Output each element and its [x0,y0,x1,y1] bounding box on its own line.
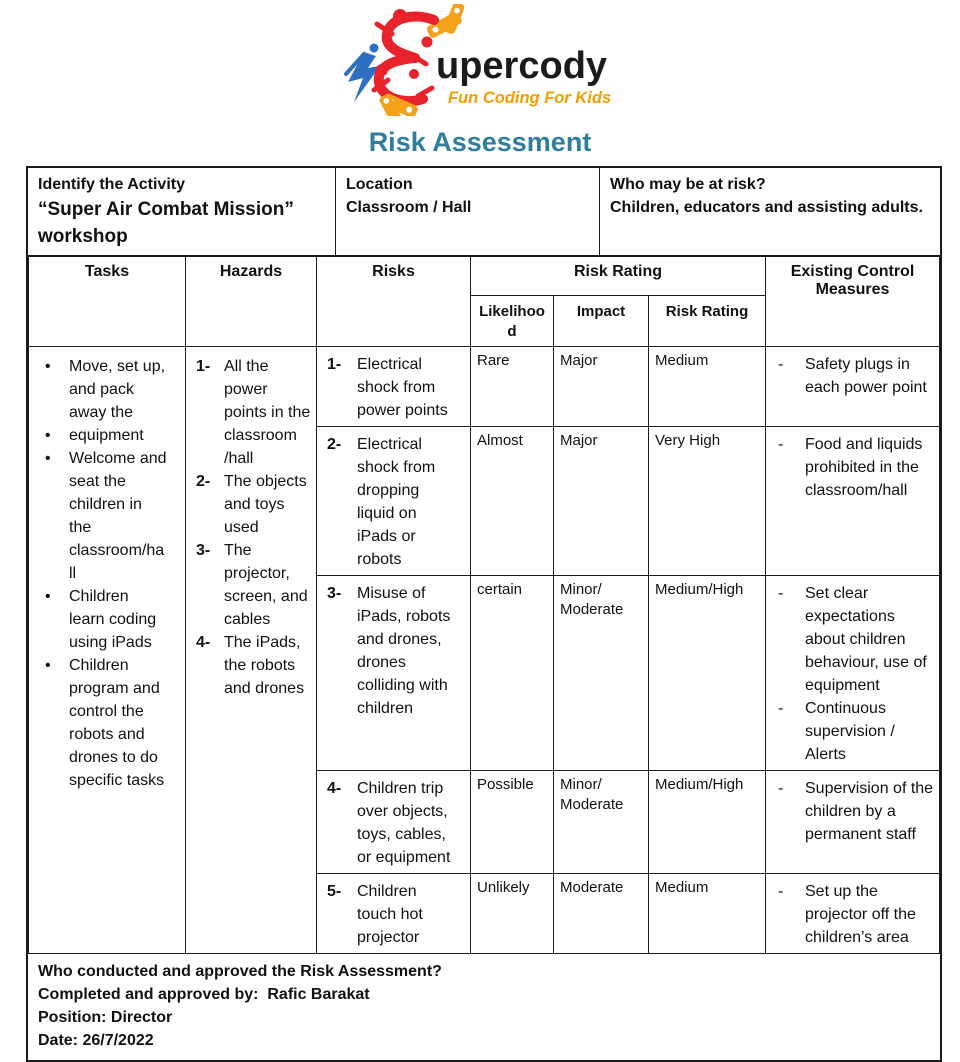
cell-controls-2: - Food and liquids prohibited in the classroom/hall [766,427,940,576]
header-risk-rating-group: Risk Rating [471,257,766,296]
header-likelihood: Likelihood [471,296,554,347]
header-hazards: Hazards [186,257,317,347]
risk-assessment-table [26,166,942,1062]
task-item: • equipment [33,424,181,447]
cell-at-risk [600,168,940,255]
cell-rating-5: Medium [649,874,766,954]
logo-brand-text: upercody [436,45,608,87]
task-item: • Move, set up, and pack away the [33,355,181,424]
cell-rating-4: Medium/High [649,771,766,874]
task-item: • Welcome and seat the children in the classroom/hall [33,447,181,585]
at-risk-value: Children, educators and assisting adults. [610,199,923,216]
supercody-logo-graphic [330,4,630,116]
cell-controls-4: - Supervision of the children by a permanent staff [766,771,940,874]
cell-risk-5: 5- Children touch hot projector [317,874,471,954]
cell-tasks-list [29,347,186,954]
cell-hazards-list [186,347,317,954]
cell-controls-5: - Set up the projector off the children’s area [766,874,940,954]
cell-likelihood-1: Rare [471,347,554,427]
cell-rating-3: Medium/High [649,576,766,771]
header-risk-rating: Risk Rating [649,296,766,347]
cell-impact-3: Minor/ Moderate [554,576,649,771]
hazard-item: 1- All the power points in the classroom /hall [196,358,311,467]
cell-rating-1: Medium [649,347,766,427]
hazard-item: 4- The iPads, the robots and drones [196,634,305,697]
cell-impact-4: Minor/ Moderate [554,771,649,874]
cell-likelihood-2: Almost [471,427,554,576]
cell-controls-3: - Set clear expectations about children behaviour, use of equipment - Continuous supervision / Alerts [766,576,940,771]
cell-impact-5: Moderate [554,874,649,954]
hazard-item: 2- The objects and toys used [196,473,307,536]
header-controls: Existing Control Measures [766,257,940,347]
cell-risk-1: 1- Electrical shock from power points [317,347,471,427]
hazard-item: 3- The projector, screen, and cables [196,542,308,628]
task-item: • Children program and control the robots and drones to do specific tasks [33,654,181,792]
location-label: Location [346,176,413,193]
supercody-logo [0,0,960,116]
header-tasks: Tasks [29,257,186,347]
footer-position: Position: Director [38,1009,173,1026]
cell-rating-2: Very High [649,427,766,576]
cell-impact-1: Major [554,347,649,427]
approval-footer [28,954,940,1060]
cell-impact-2: Major [554,427,649,576]
task-item: • Children learn coding using iPads [33,585,181,654]
cell-likelihood-5: Unlikely [471,874,554,954]
cell-risk-2: 2- Electrical shock from dropping liquid on iPads or robots [317,427,471,576]
cell-risk-4: 4- Children trip over objects, toys, cables, or equipment [317,771,471,874]
logo-tagline-text: Fun Coding For Kids [448,89,612,107]
footer-question: Who conducted and approved the Risk Assessment? [38,963,442,980]
header-impact: Impact [554,296,649,347]
risk-grid [28,256,940,954]
cell-likelihood-3: certain [471,576,554,771]
at-risk-label: Who may be at risk? [610,176,766,193]
activity-label: Identify the Activity [38,176,185,193]
activity-value: “Super Air Combat Mission” workshop [38,199,294,247]
cell-risk-3: 3- Misuse of iPads, robots and drones, drones colliding with children [317,576,471,771]
info-strip [28,168,940,256]
footer-completed-by: Completed and approved by: Rafic Barakat [38,986,370,1003]
location-value: Classroom / Hall [346,199,472,216]
cell-activity [28,168,336,255]
page-title: Risk Assessment [368,127,592,157]
red-figure-s [374,16,434,101]
cell-location [336,168,600,255]
table-row [29,347,940,427]
footer-date: Date: 26/7/2022 [38,1032,154,1049]
cell-likelihood-4: Possible [471,771,554,874]
cell-controls-1: - Safety plugs in each power point [766,347,940,427]
header-risks: Risks [317,257,471,347]
